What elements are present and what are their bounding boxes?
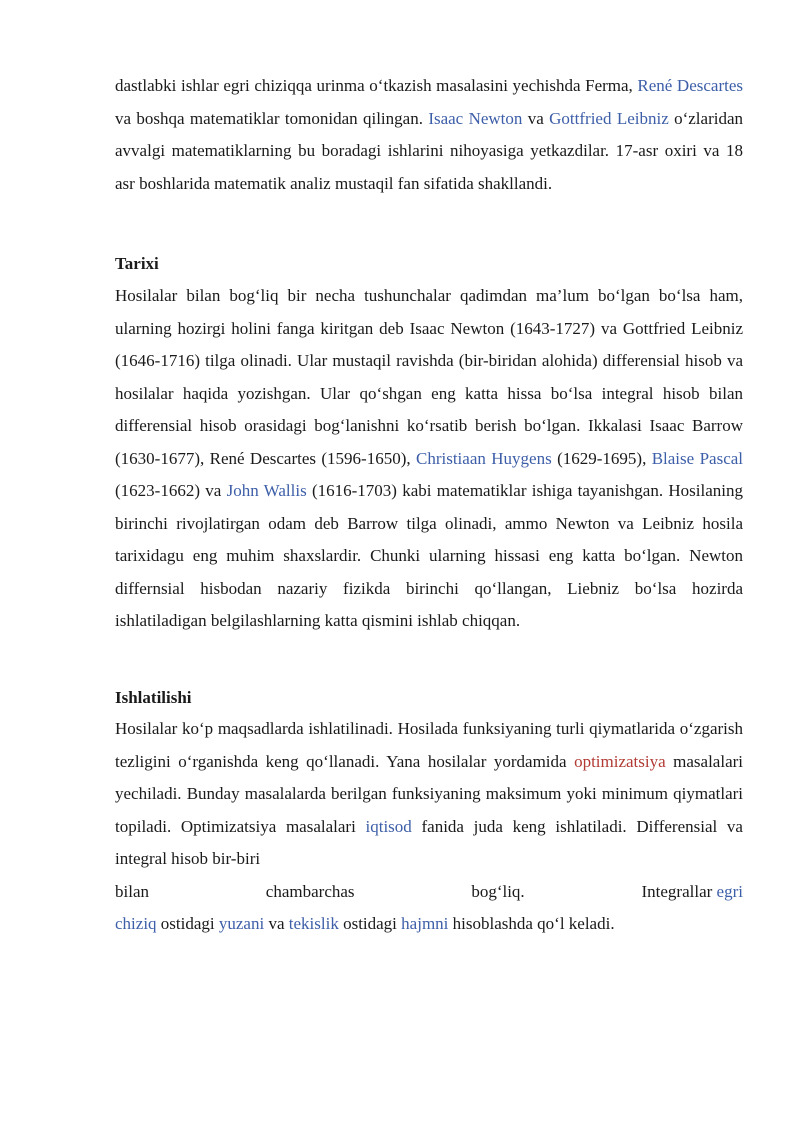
paragraph-intro <box>115 70 743 200</box>
link-blaise-pascal[interactable]: Blaise Pascal <box>651 448 744 468</box>
text-span: (1623-1662) va <box>115 481 227 500</box>
text-span: o‘zlaridan avvalgi matematiklarning bu boradagi ishlarini nihoyasiga yetkazdilar. 17-asr oxiri va 18 asr boshlarida matematik analiz mustaqil fan sifatida shakllandi. <box>115 108 744 193</box>
text-span: ostidagi <box>338 914 402 933</box>
link-john-wallis[interactable]: John Wallis <box>226 481 307 500</box>
link-yuzani[interactable]: yuzani <box>218 914 265 933</box>
link-isaac-newton[interactable]: Isaac Newton <box>428 108 523 128</box>
word-group <box>641 876 742 909</box>
text-span: Hosilalar bilan bog‘liq bir necha tushunchalar qadimdan ma’lum bo‘lgan bo‘lsa ham, ularning hozirgi holini fanga kiritgan deb Isaac Newton (1643-1727) va Gottfried Leibniz (1646-1716) tilga olinadi. Ular mustaqil ravishda (bir-biridan alohida) differensial hisob va hosilalar haqida yozishgan. Ular qo‘shgan eng katta hissa bo‘lsa integral hisob bilan differensial hisob orasidagi bog‘lanishni ko‘rsatib berish bo‘lgan. Ikkalasi Isaac Barrow (1630-1677), René Descartes (1596-1650), <box>115 286 743 468</box>
text-span: va <box>522 108 550 128</box>
text-span: va <box>264 914 289 933</box>
text-span: (1629-1695), <box>551 448 652 468</box>
section-heading-ishlatilishi: Ishlatilishi <box>115 688 192 707</box>
justified-line <box>115 876 743 909</box>
word: bog‘liq. <box>471 881 525 901</box>
text-span: ostidagi <box>156 914 219 933</box>
text-span: fanida juda keng ishlatiladi. Differensial va integral hisob bir-biri <box>115 816 743 868</box>
link-iqtisod[interactable]: iqtisod <box>365 816 412 836</box>
link-optimizatsiya[interactable]: optimizatsiya <box>574 751 666 771</box>
text-span: masalalari yechiladi. Bunday masalalarda berilgan funksiyaning maksimum yoki minimum qiymatlari topiladi. Optimizatsiya masalalari <box>115 751 743 836</box>
text-span: hisoblashda qo‘l keladi. <box>448 914 615 933</box>
text-span: va boshqa matematiklar tomonidan qilingan. <box>115 108 429 128</box>
link-gottfried-leibniz[interactable]: Gottfried Leibniz <box>549 108 669 128</box>
paragraph-usage <box>115 713 743 941</box>
link-tekislik[interactable]: tekislik <box>288 914 339 933</box>
paragraph-tail <box>115 908 743 941</box>
word: chambarchas <box>265 881 355 901</box>
paragraph-body <box>115 713 743 876</box>
text-span: dastlabki ishlar egri chiziqqa urinma o‘tkazish masalasini yechishda Ferma, <box>115 76 638 95</box>
text-span: (1616-1703) kabi matematiklar ishiga tayanishgan. Hosilaning birinchi rivojlatirgan odam deb Barrow tilga olinadi, ammo Newton va Leibniz hosila tarixidagu eng muhim shaxslardir. Chunki ularning hissasi eng katta bo‘lgan. Newton differnsial hisbodan nazariy fizikda birinchi qo‘llangan, Liebniz bo‘lsa hozirda ishlatiladigan belgilashlarning katta qismini ishlab chiqqan. <box>115 481 743 630</box>
link-egri-chiziq-part[interactable]: egri <box>716 881 743 901</box>
paragraph-history <box>115 280 743 638</box>
word: bilan <box>115 881 149 901</box>
word: Integrallar <box>641 881 713 901</box>
link-rene-descartes[interactable]: René Descartes <box>637 76 743 95</box>
link-christiaan-huygens[interactable]: Christiaan Huygens <box>416 448 552 468</box>
link-egri-chiziq-rest[interactable]: chiziq <box>115 914 157 933</box>
text-span: Hosilalar ko‘p maqsadlarda ishlatilinadi. Hosilada funksiyaning turli qiymatlarida o‘zgarish tezligini o‘rganishda keng qo‘llanadi. Yana hosilalar yordamida <box>115 719 743 771</box>
link-hajmni[interactable]: hajmni <box>401 914 449 933</box>
section-heading-tarixi: Tarixi <box>115 254 159 273</box>
